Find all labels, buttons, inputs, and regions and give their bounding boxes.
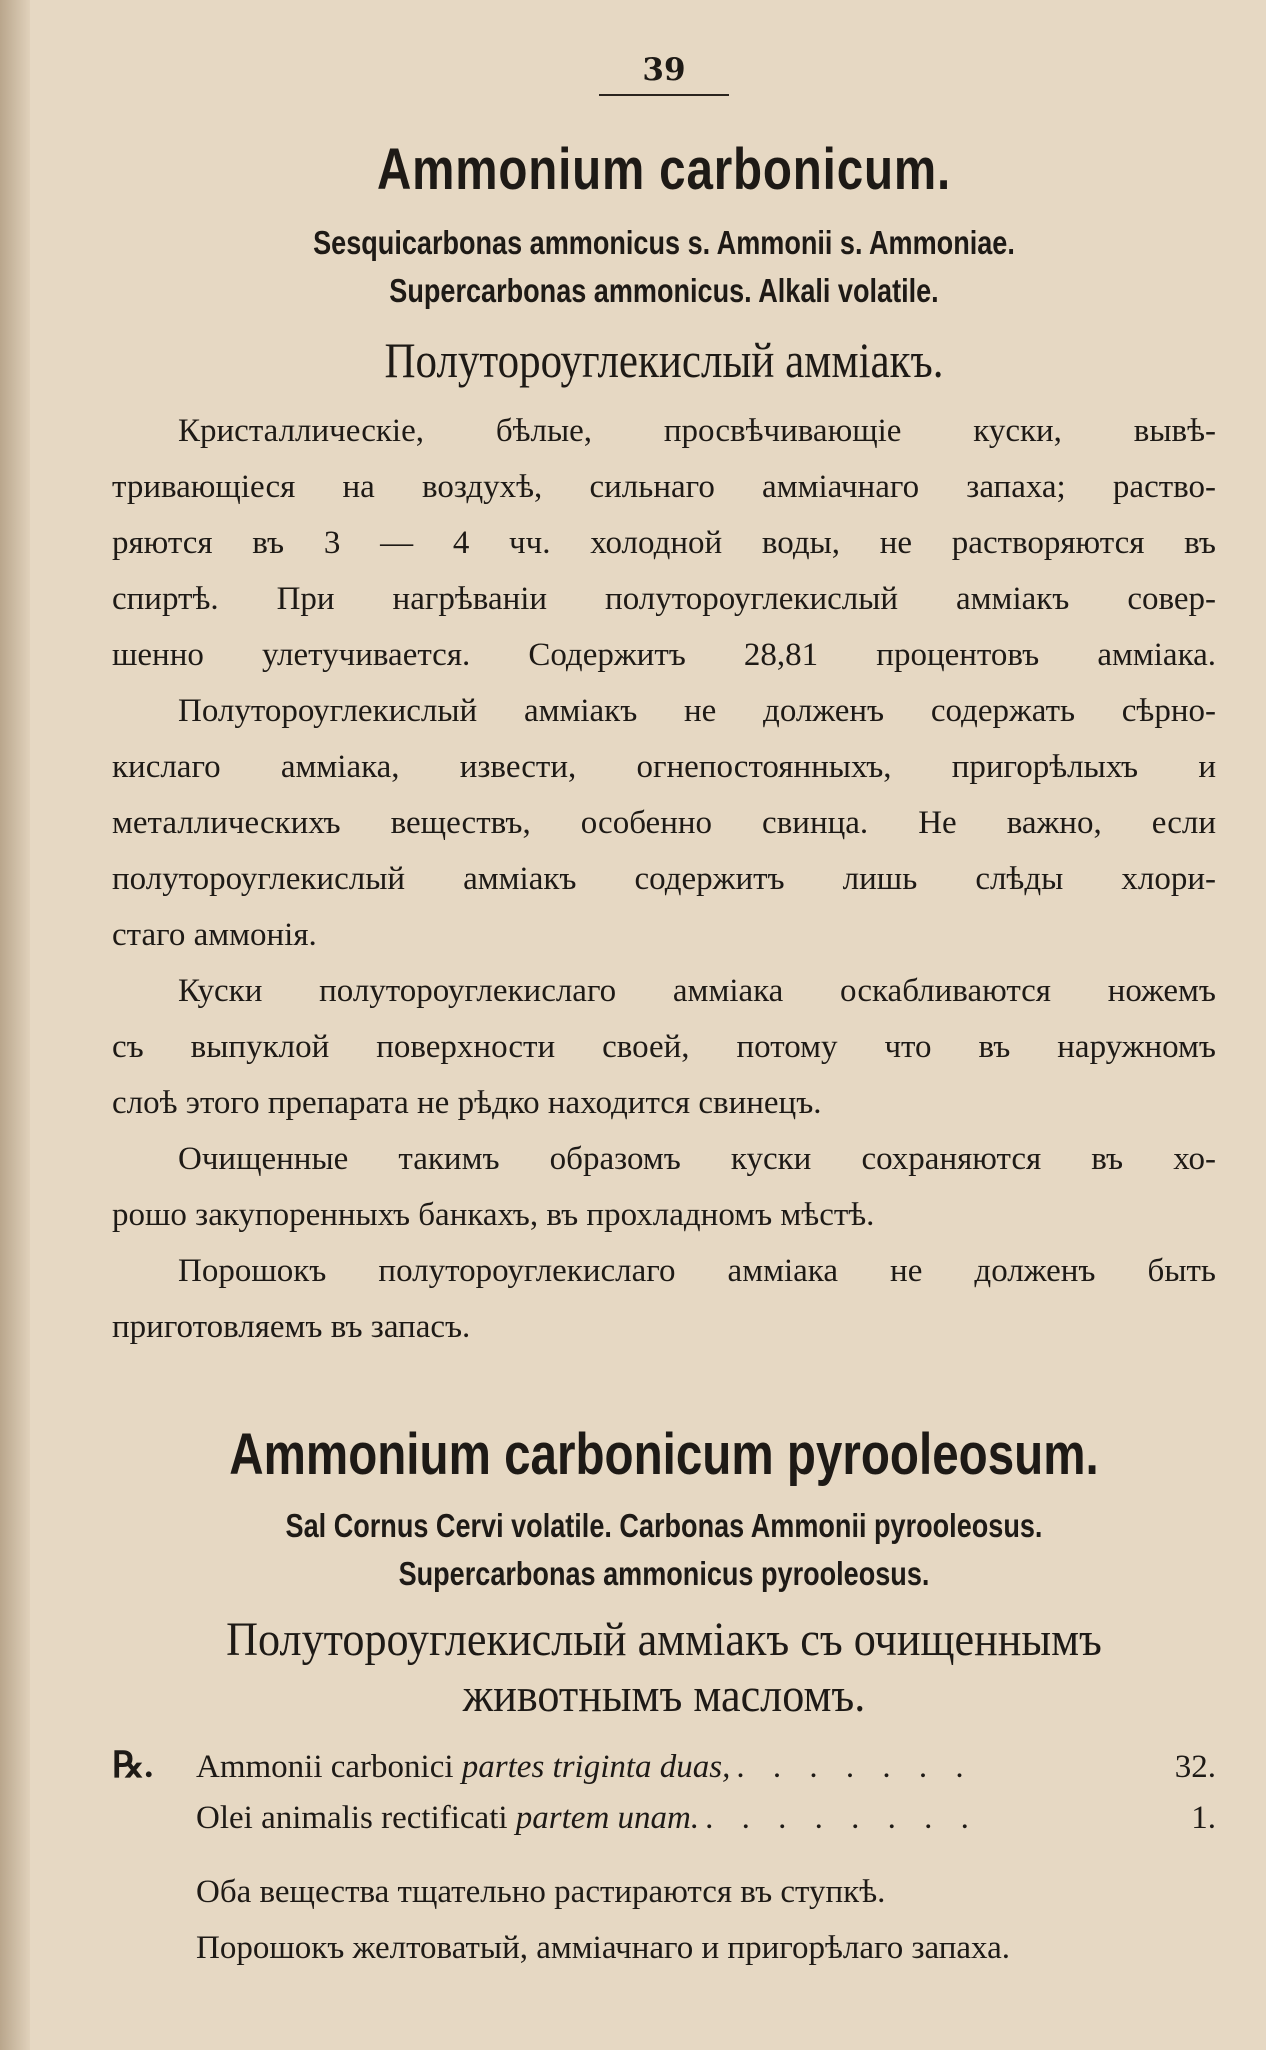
ingredient xyxy=(196,1800,699,1837)
page-gutter-shadow xyxy=(0,0,30,2050)
paragraph xyxy=(112,403,1216,683)
section1-latin-synonyms: Sesquicarbonas ammonicus s. Ammonii s. Ammoniae. Supercarbonas ammonicus. Alkali volatile. xyxy=(313,224,1015,309)
text-line: Полутороуглекислый амміакъ не долженъ содержать сѣрно- xyxy=(178,693,1216,729)
section2-latin-line2: Supercarbonas ammonicus pyrooleosus. xyxy=(398,1555,930,1592)
section1-russian-title: Полутороуглекислый амміакъ. xyxy=(384,332,944,388)
text-line: спиртѣ. При нагрѣваніи полутороуглекислый амміакъ совер- xyxy=(112,581,1216,617)
description-note: Порошокъ желтоватый, амміачнаго и пригорѣлаго запаха. xyxy=(196,1930,1010,1966)
ingredient-amount: partem unam. xyxy=(515,1800,700,1836)
leader-dots: . . . . . . . xyxy=(736,1749,974,1785)
ingredient-quantity: 32. xyxy=(1174,1749,1216,1785)
text-line: стаго аммонія. xyxy=(112,917,317,953)
recipe xyxy=(112,1744,1216,1856)
leader-dots: . . . . . . . . xyxy=(705,1800,979,1836)
text-line: слоѣ этого препарата не рѣдко находится свинецъ. xyxy=(112,1085,822,1121)
paragraph xyxy=(112,963,1216,1131)
text-line: Куски полутороуглекислаго амміака оскабливаются ножемъ xyxy=(178,973,1216,1009)
ingredient-name: Ammonii carbonici xyxy=(196,1749,454,1785)
paragraph xyxy=(112,1243,1216,1355)
section2-russian-title-line1: Полутороуглекислый амміакъ съ очищеннымъ xyxy=(226,1613,1102,1666)
page-number: 39 xyxy=(642,52,686,88)
text-line: приготовляемъ въ запасъ. xyxy=(112,1309,471,1345)
text-line: рошо закупоренныхъ банкахъ, въ прохладномъ мѣстѣ. xyxy=(112,1197,875,1233)
section1-body xyxy=(112,403,1216,1355)
text-line: Кристаллическіе, бѣлые, просвѣчивающіе куски, вывѣ- xyxy=(178,413,1216,449)
ingredient-quantity: 1. xyxy=(1191,1800,1216,1836)
text-line: Очищенные такимъ образомъ куски сохраняются въ хо- xyxy=(178,1141,1216,1177)
text-line: металлическихъ веществъ, особенно свинца. Не важно, если xyxy=(112,805,1216,841)
text-line: шенно улетучивается. Содержитъ 28,81 процентовъ амміака. xyxy=(112,637,1216,673)
paragraph xyxy=(112,1131,1216,1243)
rx-symbol: ℞. xyxy=(112,1745,154,1785)
section2-latin-line1: Sal Cornus Cervi volatile. Carbonas Ammonii pyrooleosus. xyxy=(285,1507,1043,1544)
ingredient-name: Olei animalis rectificati xyxy=(196,1800,508,1836)
ingredient xyxy=(196,1749,730,1786)
text-line: Порошокъ полутороуглекислаго амміака не долженъ быть xyxy=(178,1253,1216,1289)
recipe-row xyxy=(112,1800,1216,1856)
section2-title: Ammonium carbonicum pyrooleosum. xyxy=(229,1422,1099,1487)
text-line: тривающіеся на воздухѣ, сильнаго амміачнаго запаха; раство- xyxy=(112,469,1216,505)
recipe-row xyxy=(112,1744,1216,1800)
paragraph xyxy=(112,683,1216,963)
section2-russian-title-line2: животнымъ масломъ. xyxy=(462,1669,866,1722)
text-line: полутороуглекислый амміакъ содержитъ лишь слѣды хлори- xyxy=(112,861,1216,897)
text-line: ряются въ 3 — 4 чч. холодной воды, не растворяются въ xyxy=(112,525,1216,561)
section1-title: Ammonium carbonicum. xyxy=(377,137,951,202)
ingredient-amount: partes triginta duas, xyxy=(461,1749,731,1785)
text-line: кислаго амміака, извести, огнепостоянныхъ, пригорѣлыхъ и xyxy=(112,749,1216,785)
page-number-rule xyxy=(599,94,729,96)
preparation-note: Оба вещества тщательно растираются въ ступкѣ. xyxy=(196,1874,886,1910)
text-line: съ выпуклой поверхности своей, потому что въ наружномъ xyxy=(112,1029,1216,1065)
